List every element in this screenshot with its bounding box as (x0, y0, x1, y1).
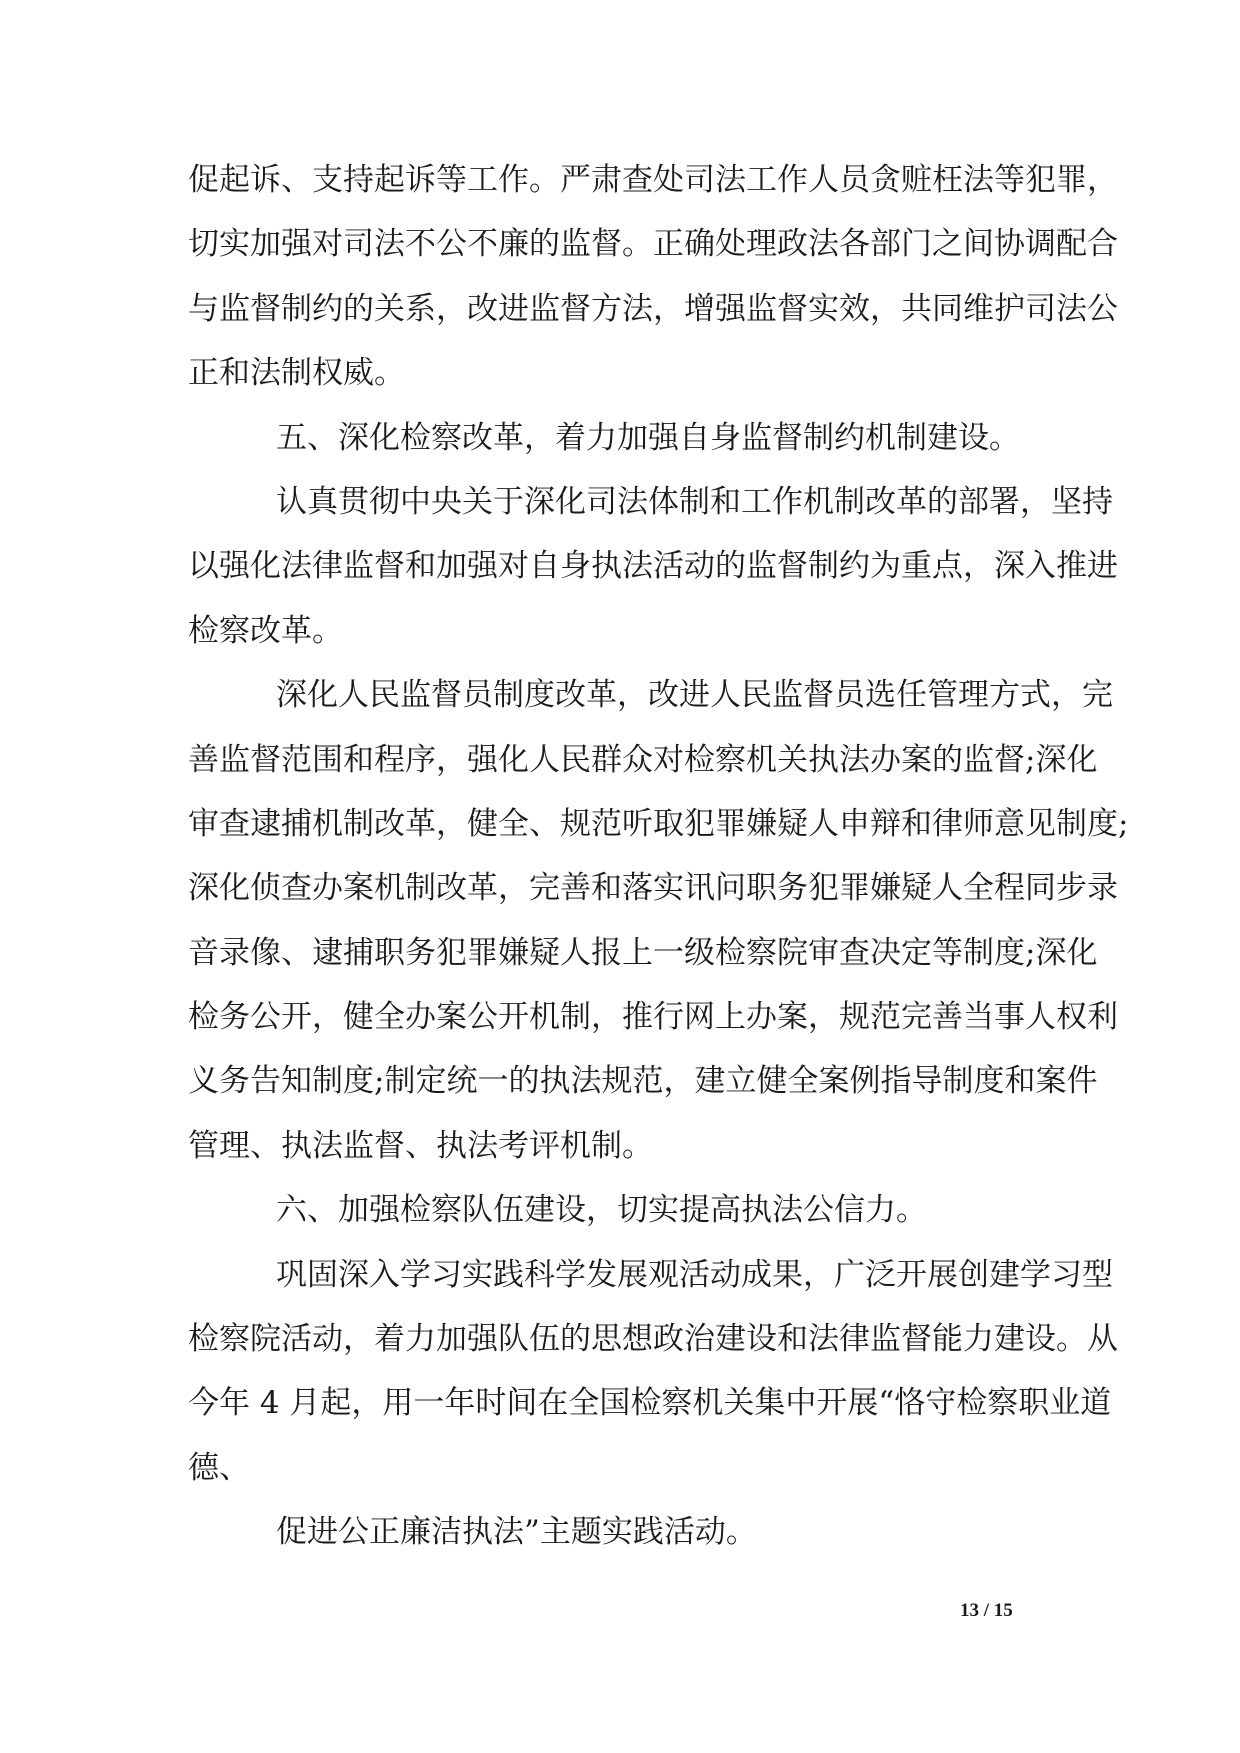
text-line: 德、 (188, 1449, 250, 1486)
text-line: 认真贯彻中央关于深化司法体制和工作机制改革的部署，坚持 (276, 483, 1113, 520)
text-line: 以强化法律监督和加强对自身执法活动的监督制约为重点，深入推进 (188, 548, 1118, 585)
text-line: 促进公正廉洁执法”主题实践活动。 (276, 1514, 757, 1551)
section-heading: 六、加强检察队伍建设，切实提高执法公信力。 (276, 1192, 927, 1229)
text-line: 深化人民监督员制度改革，改进人民监督员选任管理方式，完 (276, 677, 1113, 714)
text-line: 审查逮捕机制改革，健全、规范听取犯罪嫌疑人申辩和律师意见制度; (188, 805, 1129, 842)
text-line: 今年 4 月起，用一年时间在全国检察机关集中开展“恪守检察职业道 (188, 1385, 1112, 1422)
text-line: 检察改革。 (188, 612, 343, 649)
page-number: 13 / 15 (960, 1600, 1013, 1621)
text-line: 促起诉、支持起诉等工作。严肃查处司法工作人员贪赃枉法等犯罪， (188, 162, 1118, 198)
text-line: 与监督制约的关系，改进监督方法，增强监督实效，共同维护司法公 (188, 290, 1118, 327)
section-heading: 五、深化检察改革，着力加强自身监督制约机制建设。 (276, 419, 1020, 456)
body-text (188, 148, 1129, 1565)
text-line: 义务告知制度;制定统一的执法规范，建立健全案例指导制度和案件 (188, 1063, 1098, 1100)
text-line: 音录像、逮捕职务犯罪嫌疑人报上一级检察院审查决定等制度;深化 (188, 934, 1098, 971)
text-line: 切实加强对司法不公不廉的监督。正确处理政法各部门之间协调配合 (188, 226, 1118, 263)
text-line: 正和法制权威。 (188, 355, 405, 392)
text-line: 检察院活动，着力加强队伍的思想政治建设和法律监督能力建设。从 (188, 1321, 1118, 1358)
text-line: 巩固深入学习实践科学发展观活动成果，广泛开展创建学习型 (276, 1256, 1113, 1293)
text-line: 深化侦查办案机制改革，完善和落实讯问职务犯罪嫌疑人全程同步录 (188, 870, 1118, 907)
text-line: 善监督范围和程序，强化人民群众对检察机关执法办案的监督;深化 (188, 741, 1098, 778)
text-line: 管理、执法监督、执法考评机制。 (188, 1127, 653, 1164)
text-line: 检务公开，健全办案公开机制，推行网上办案，规范完善当事人权利 (188, 999, 1118, 1036)
